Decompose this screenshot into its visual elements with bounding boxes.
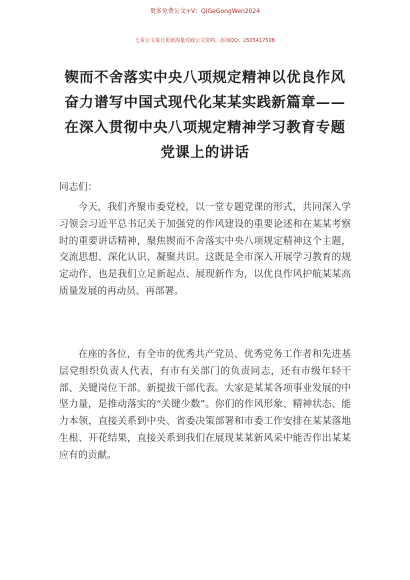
title-line: 锲而不舍落实中央八项规定精神以优良作风	[64, 70, 346, 86]
title-line: 奋力谱写中国式现代化某某实践新篇章——	[64, 95, 346, 111]
body-paragraph: 今天，我们齐聚市委党校，以一堂专题党课的形式，共同深入学习领会习近平总书记关于加强党的作风建设的重要论述和在某某考察时的重要讲话精神，聚焦锲而不舍落实中央八项规定精神这个主题，交流思想、深化认识、凝聚共识。这既是全市深入开展学习教育的规定动作，也是我们立足新起点、展现新作为，以优良作风护航某某高质量发展的再动员、再部署。	[59, 202, 351, 297]
salutation: 同志们：	[59, 182, 98, 193]
body-paragraph: 在座的各位，有全市的优秀共产党员、优秀党务工作者和先进基层党组织负责人代表，有市有关部门的负责同志，还有市级年轻干部、关键岗位干部、新提拔干部代表。大家是某某各项事业发展的中坚力量，是推动落实的“关键少数”。你们的作风形象、精神状态、能力本领，直接关系到中央、省委决策部署和市委工作安排在某某落地生根、开花结果，直接关系到我们在展现某某新风采中能否作出某某应有的贡献。	[59, 349, 351, 461]
document-title	[48, 66, 362, 166]
promo-header: 更多免费公文+V：QiGeGongWen2024	[149, 8, 261, 15]
title-line: 党课上的讲话	[160, 145, 250, 161]
promo-subheader: 七哥公文每日更新海量对政公文资料，添加QQ：2505417508	[135, 38, 275, 44]
title-line: 在深入贯彻中央八项规定精神学习教育专题	[64, 120, 346, 136]
